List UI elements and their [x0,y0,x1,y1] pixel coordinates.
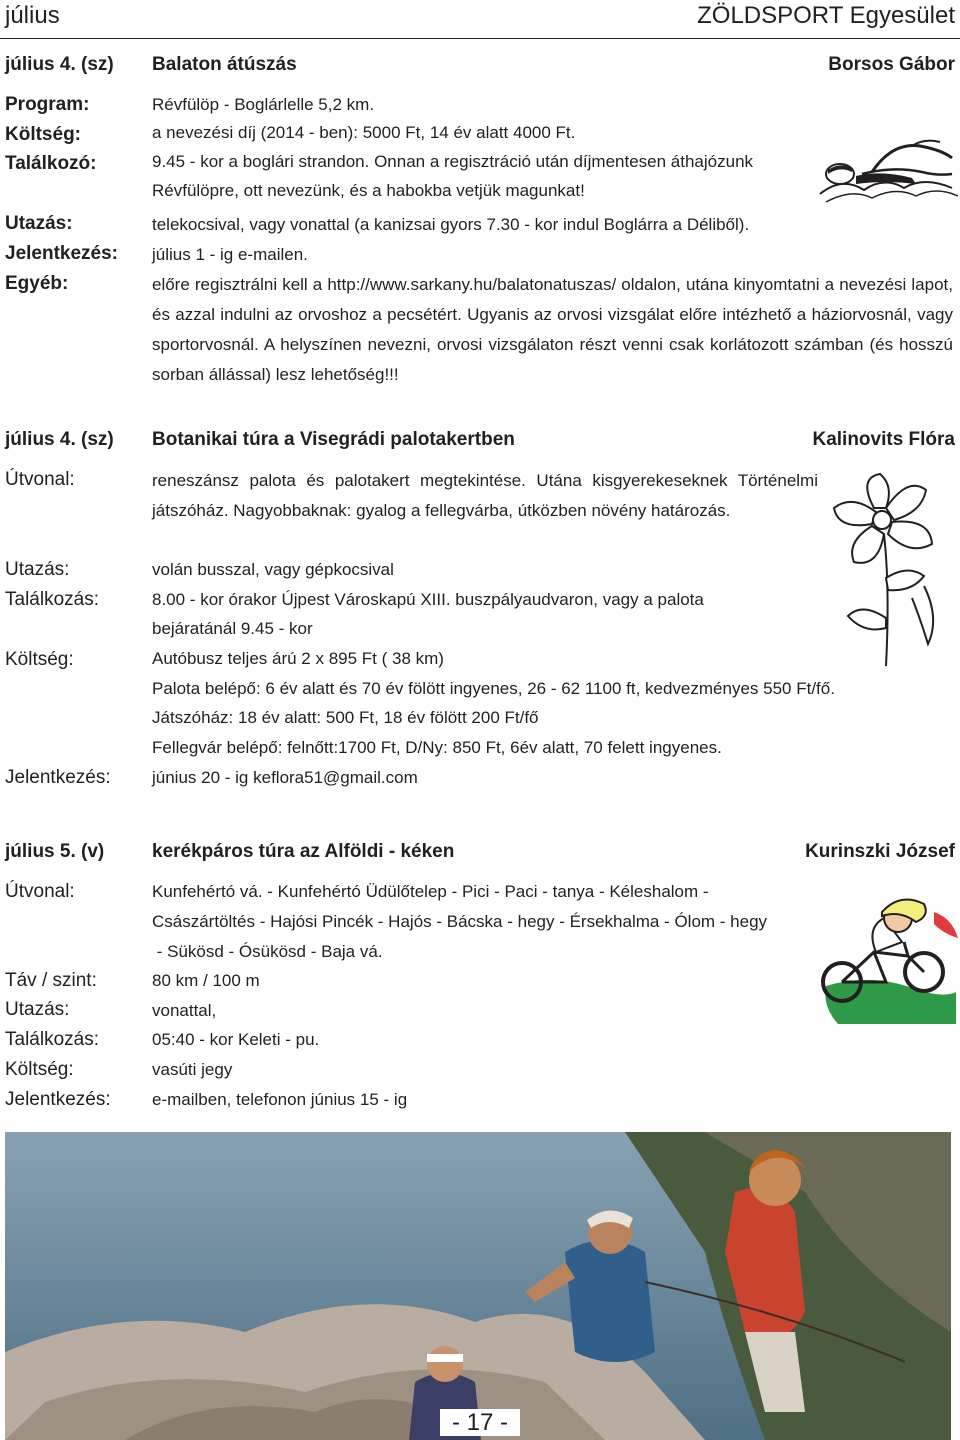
event-3-cost-label: Költség: [5,1059,74,1080]
event-1-other-label: Egyéb: [5,273,69,294]
event-2-cost-line-2: Palota belépő: 6 év alatt és 70 év fölött ingyenes, 26 - 62 1100 ft, kedvezményes 550 Ft/fő. [152,679,835,698]
event-2-route-value: reneszánsz palota és palotakert megtekintése. Utána kisgyerekeseknek Történelmi játszóház. Nagyobbaknak: gyalog a fellegvárba, útközben növény határozás. [152,471,818,520]
flower-icon [828,468,948,668]
event-1-signup-label: Jelentkezés: [5,243,119,264]
event-2-signup-value: június 20 - ig keflora51@gmail.com [152,768,418,787]
event-2-travel-value: volán busszal, vagy gépkocsival [152,560,394,579]
event-3-travel-value: vonattal, [152,1001,217,1020]
event-2-meeting-line-1: 8.00 - kor órakor Újpest Városkapú XIII. buszpályaudvaron, vagy a palota [152,590,704,609]
event-1-signup-value: július 1 - ig e-mailen. [152,245,308,264]
page-number-box [0,1409,960,1437]
event-2-cost-label: Költség: [5,649,74,670]
event-1-leader: Borsos Gábor [828,54,955,75]
event-2-cost-line-1: Autóbusz teljes árú 2 x 895 Ft ( 38 km) [152,649,444,668]
event-1-cost-label: Költség: [5,124,81,145]
event-3-date: július 5. (v) [5,841,105,862]
event-3-route-line-1: Kunfehértó vá. - Kunfehértó Üdülőtelep - Pici - Paci - tanya - Kéleshalom - [152,882,709,901]
event-2-route-label: Útvonal: [5,469,75,490]
header-divider [0,38,960,39]
event-1-other-value: előre regisztrálni kell a http://www.sarkany.hu/balatonatuszas/ oldalon, utána kinyomtatni a nevezési lapot, és azzal indulni az orvoshoz a pecsétért. Ugyanis az orvosi vizsgálat előre intézhető a háziorvosnál, vagy sportorvosnál. A helyszínen nevezni, orvosi vizsgálaton részt venni csak korlátozott számban (és hosszú sorban állással) lesz lehetőség!!! [152,275,953,384]
event-1-cost-value: a nevezési díj (2014 - ben): 5000 Ft, 14 év alatt 4000 Ft. [152,123,576,142]
event-3-distance-label: Táv / szint: [5,970,97,991]
event-3-meeting-label: Találkozás: [5,1029,99,1050]
event-3-route-label: Útvonal: [5,881,75,902]
event-2-signup-label: Jelentkezés: [5,767,111,788]
event-3-title: kerékpáros túra az Alföldi - kéken [152,841,455,862]
event-2-cost-line-3: Játszóház: 18 év alatt: 500 Ft, 18 év fölött 200 Ft/fő [152,708,539,727]
event-2-cost-line-4: Fellegvár belépő: felnőtt:1700 Ft, D/Ny: 850 Ft, 6év alatt, 70 felett ingyenes. [152,738,722,757]
event-3-travel-label: Utazás: [5,999,70,1020]
event-2-title: Botanikai túra a Visegrádi palotakertben [152,429,515,450]
event-3-signup-label: Jelentkezés: [5,1089,111,1110]
event-3-route-line-2: Császártöltés - Hajósi Pincék - Hajós - Bácska - hegy - Érsekhalma - Ólom - hegy [152,912,768,931]
swimmer-icon [812,136,960,206]
event-3-cost-value: vasúti jegy [152,1060,233,1079]
event-2-meeting-line-2: bejáratánál 9.45 - kor [152,619,313,638]
event-3-meeting-value: 05:40 - kor Keleti - pu. [152,1030,320,1049]
event-1-meeting-line-1: 9.45 - kor a boglári strandon. Onnan a regisztráció után díjmentesen áthajózunk [152,152,754,171]
event-2-leader: Kalinovits Flóra [812,429,955,450]
hiking-photo-illustration [5,1132,951,1440]
event-1-meeting-label: Találkozó: [5,153,97,174]
event-3-leader: Kurinszki József [805,841,955,862]
page-number: - 17 - [440,1409,520,1436]
event-2-travel-label: Utazás: [5,559,70,580]
hiking-photo [5,1132,951,1440]
event-1-travel-value: telekocsival, vagy vonattal (a kanizsai gyors 7.30 - kor indul Boglárra a Déliből). [152,215,750,234]
month-title: július [5,2,60,29]
event-1-title: Balaton átúszás [152,54,297,75]
event-3-distance-value: 80 km / 100 m [152,971,260,990]
cyclist-icon [812,894,960,1024]
event-2-meeting-label: Találkozás: [5,589,99,610]
event-3-signup-value: e-mailben, telefonon június 15 - ig [152,1090,408,1109]
page-header [0,0,960,36]
event-3-route-line-3: - Sükösd - Ósükösd - Baja vá. [152,942,383,961]
event-1-program-label: Program: [5,94,90,115]
event-1-travel-label: Utazás: [5,213,73,234]
club-name: ZÖLDSPORT Egyesület [697,2,955,29]
event-1-meeting-line-2: Révfülöpre, ott nevezünk, és a habokba vetjük magunkat! [152,181,585,200]
event-1-date: július 4. (sz) [5,54,114,75]
event-2-date: július 4. (sz) [5,429,114,450]
event-1-program-value: Révfülöp - Boglárlelle 5,2 km. [152,95,375,114]
